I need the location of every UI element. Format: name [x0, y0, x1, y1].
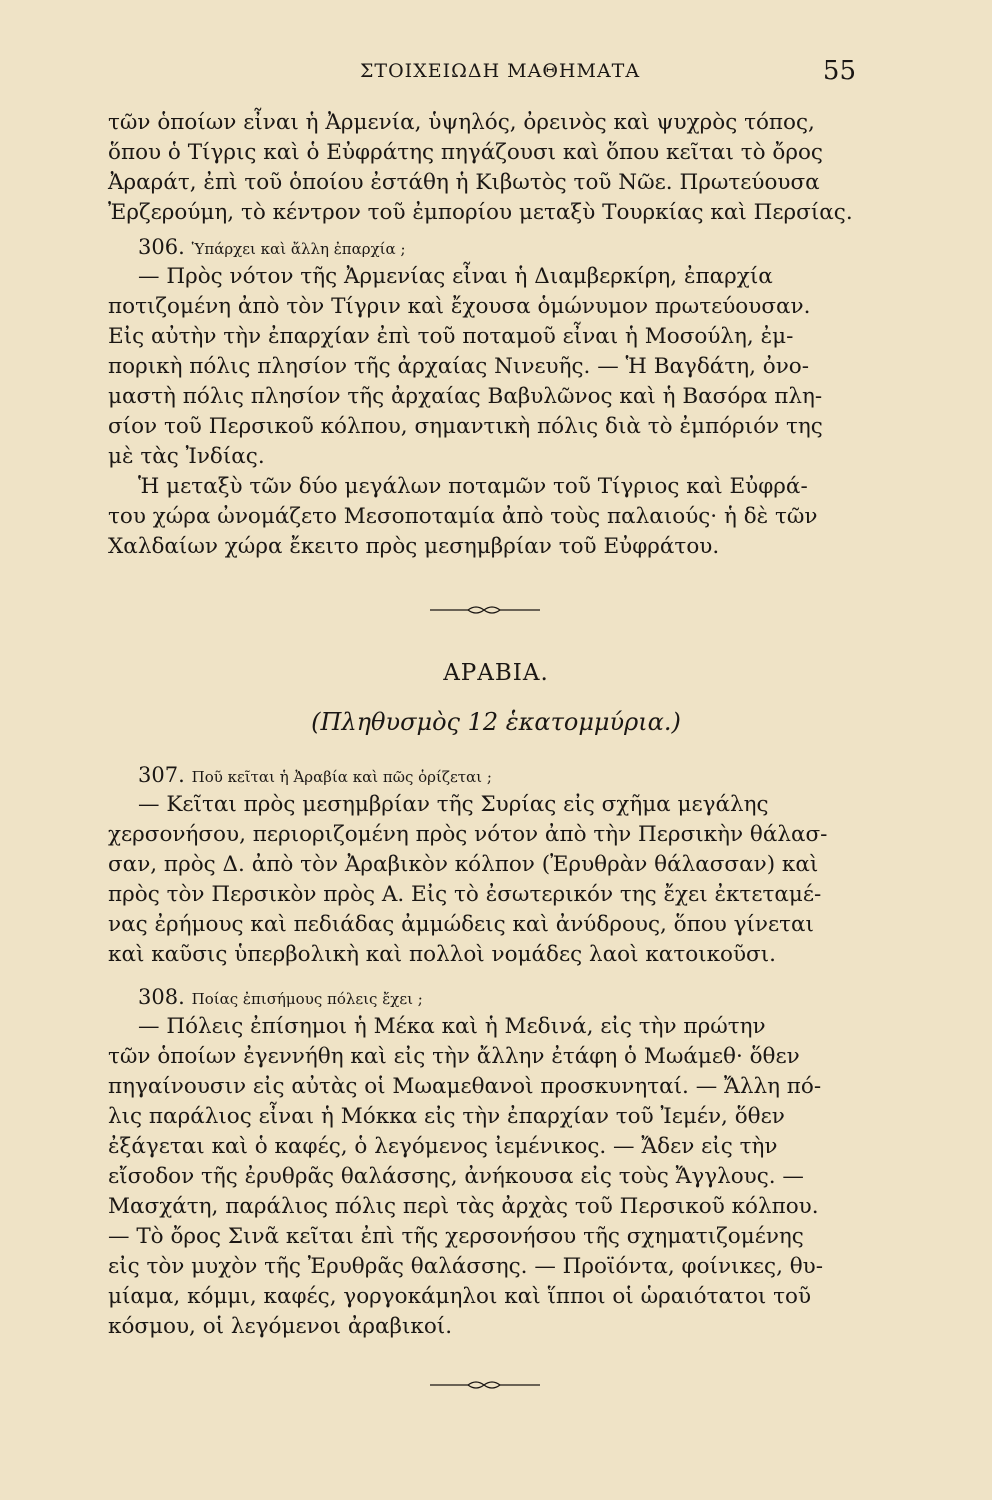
answer-line: — Πρὸς νότον τῆς Ἀρμενίας εἶναι ἡ Διαμβερκίρη, ἐπαρχία: [138, 264, 773, 289]
question-text: Ποίας ἐπισήμους πόλεις ἔχει ;: [191, 990, 423, 1008]
answer-line: μαστὴ πόλις πλησίον τῆς ἀρχαίας Βαβυλῶνος καὶ ἡ Βασόρα πλη-: [108, 384, 823, 409]
answer-line: Ἡ μεταξὺ τῶν δύο μεγάλων ποταμῶν τοῦ Τίγριος καὶ Εὐφρά-: [138, 474, 808, 499]
answer-line: εἴσοδον τῆς ἐρυθρᾶς θαλάσσης, ἀνήκουσα εἰς τοὺς Ἄγγλους. —: [108, 1164, 804, 1189]
question-306: [108, 232, 860, 562]
question-text: Ποῦ κεῖται ἡ Ἀραβία καὶ πῶς ὁρίζεται ;: [191, 768, 492, 786]
question-number: 306.: [138, 235, 185, 259]
intro-paragraph: [108, 108, 860, 228]
question-line: [108, 232, 860, 262]
page-header: [110, 56, 856, 86]
text-line: ὅπου ὁ Τίγρις καὶ ὁ Εὐφράτης πηγάζουσι καὶ ὅπου κεῖται τὸ ὄρος: [108, 140, 823, 165]
answer-line: πηγαίνουσιν εἰς αὐτὰς οἱ Μωαμεθανοὶ προσκυνηταί. — Ἄλλη πό-: [108, 1074, 822, 1099]
question-line: [108, 760, 860, 790]
running-head: ΣΤΟΙΧΕΙΩΔΗ ΜΑΘΗΜΑΤΑ: [360, 60, 641, 82]
answer-line: Εἰς αὐτὴν τὴν ἐπαρχίαν ἐπὶ τοῦ ποταμοῦ εἶναι ἡ Μοσούλη, ἐμ-: [108, 324, 794, 349]
answer-line: του χώρα ὠνομάζετο Μεσοποταμία ἀπὸ τοὺς παλαιούς· ἡ δὲ τῶν: [108, 504, 818, 529]
answer-line: λις παράλιος εἶναι ἡ Μόκκα εἰς τὴν ἐπαρχίαν τοῦ Ἰεμέν, ὅθεν: [108, 1104, 785, 1129]
answer-line: πορικὴ πόλις πλησίον τῆς ἀρχαίας Νινευῆς. — Ἡ Βαγδάτη, ὀνο-: [108, 354, 809, 379]
question-number: 307.: [138, 763, 185, 787]
question-308: [108, 982, 860, 1342]
answer-line: σαν, πρὸς Δ. ἀπὸ τὸν Ἀραβικὸν κόλπον (Ἐρυθρὰν θάλασσαν) καὶ: [108, 852, 819, 877]
section-title: ΑΡΑΒΙΑ.: [443, 660, 549, 686]
answer-line: μίαμα, κόμμι, καφές, γοργοκάμηλοι καὶ ἵπποι οἱ ὡραιότατοι τοῦ: [108, 1284, 812, 1309]
answer-line: πρὸς τὸν Περσικὸν πρὸς Α. Εἰς τὸ ἐσωτερικόν της ἔχει ἐκτεταμέ-: [108, 882, 822, 907]
answer-line: — Κεῖται πρὸς μεσημβρίαν τῆς Συρίας εἰς σχῆμα μεγάλης: [138, 792, 769, 817]
answer-line: κόσμου, οἱ λεγόμενοι ἀραβικοί.: [108, 1314, 453, 1339]
answer-line: ποτιζομένη ἀπὸ τὸν Τίγριν καὶ ἔχουσα ὁμώνυμον πρωτεύουσαν.: [108, 294, 811, 319]
answer-line: εἰς τὸν μυχὸν τῆς Ἐρυθρᾶς θαλάσσης. — Προϊόντα, φοίνικες, θυ-: [108, 1254, 824, 1279]
answer-line: νας ἐρήμους καὶ πεδιάδας ἀμμώδεις καὶ ἀνύδρους, ὅπου γίνεται: [108, 912, 814, 937]
page-number: 55: [822, 56, 856, 86]
answer-line: — Τὸ ὄρος Σινᾶ κεῖται ἐπὶ τῆς χερσονήσου τῆς σχηματιζομένης: [108, 1224, 804, 1249]
text-line: τῶν ὁποίων εἶναι ἡ Ἀρμενία, ὑψηλός, ὀρεινὸς καὶ ψυχρὸς τόπος,: [108, 110, 815, 135]
text-line: Ἀραράτ, ἐπὶ τοῦ ὁποίου ἐστάθη ἡ Κιβωτὸς τοῦ Νῶε. Πρωτεύουσα: [108, 170, 820, 195]
answer-line: σίον τοῦ Περσικοῦ κόλπου, σημαντικὴ πόλις διὰ τὸ ἐμπόριόν της: [108, 414, 823, 439]
answer-line: ἐξάγεται καὶ ὁ καφές, ὁ λεγόμενος ἰεμένικος. — Ἄδεν εἰς τὴν: [108, 1134, 778, 1159]
answer-line: καὶ καῦσις ὑπερβολικὴ καὶ πολλοὶ νομάδες λαοὶ κατοικοῦσι.: [108, 942, 776, 967]
question-number: 308.: [138, 985, 185, 1009]
ornament-divider: [430, 603, 540, 617]
answer-line: Μασχάτη, παράλιος πόλις περὶ τὰς ἀρχὰς τοῦ Περσικοῦ κόλπου.: [108, 1194, 819, 1219]
question-307: [108, 760, 860, 970]
question-text: Ὑπάρχει καὶ ἄλλη ἐπαρχία ;: [191, 240, 406, 258]
answer-line: Χαλδαίων χώρα ἔκειτο πρὸς μεσημβρίαν τοῦ Εὐφράτου.: [108, 534, 720, 559]
answer-line: μὲ τὰς Ἰνδίας.: [108, 444, 265, 469]
ornament-divider: [430, 1378, 540, 1392]
answer-line: τῶν ὁποίων ἐγεννήθη καὶ εἰς τὴν ἄλλην ἐτάφη ὁ Μωάμεθ· ὅθεν: [108, 1044, 800, 1069]
section-subtitle: (Πληθυσμὸς 12 ἑκατομμύρια.): [311, 708, 681, 736]
answer-line: — Πόλεις ἐπίσημοι ἡ Μέκα καὶ ἡ Μεδινά, εἰς τὴν πρώτην: [138, 1014, 766, 1039]
question-line: [108, 982, 860, 1012]
text-line: Ἐρζερούμη, τὸ κέντρον τοῦ ἐμπορίου μεταξὺ Τουρκίας καὶ Περσίας.: [108, 200, 853, 225]
answer-line: χερσονήσου, περιοριζομένη πρὸς νότον ἀπὸ τὴν Περσικὴν θάλασ-: [108, 822, 828, 847]
